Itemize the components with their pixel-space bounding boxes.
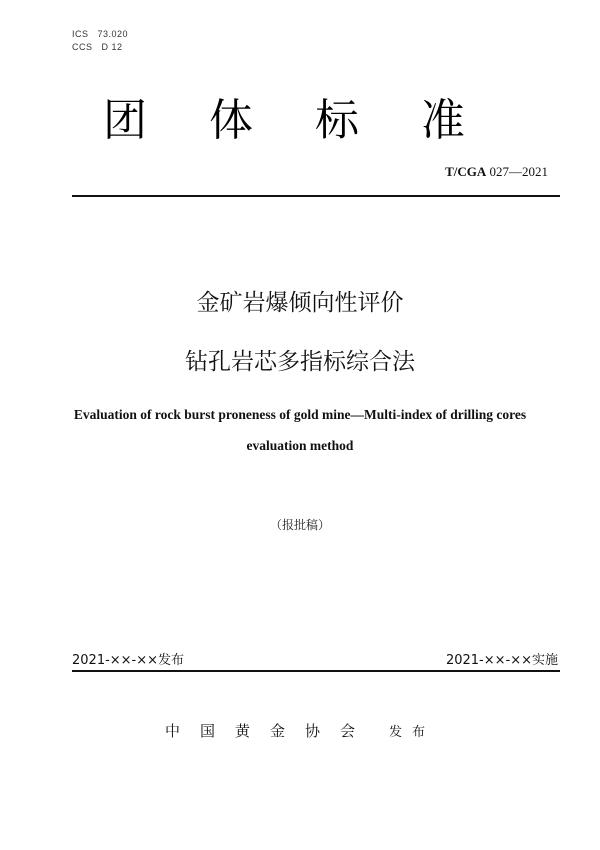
ccs-code: CCS D 12: [72, 42, 123, 52]
chinese-title-line2: 钻孔岩芯多指标综合法: [185, 349, 415, 375]
standard-prefix: T/CGA: [445, 164, 487, 179]
top-divider: [72, 195, 560, 197]
standard-number: [445, 164, 548, 180]
document-type-title: 团体标准: [103, 95, 527, 146]
implementation-date: 2021-××-××实施: [445, 653, 558, 668]
publish-action: 发布: [389, 725, 436, 740]
bottom-divider: [72, 670, 560, 672]
english-title-line1: Evaluation of rock burst proneness of gold mine—Multi-index of drilling cores: [73, 407, 527, 422]
english-title-line2: evaluation method: [246, 438, 354, 453]
classification-codes: [72, 28, 128, 54]
publisher-org: 中国黄金协会: [164, 722, 375, 740]
chinese-title-line1: 金矿岩爆倾向性评价: [196, 290, 404, 316]
standard-code: 027—2021: [489, 164, 548, 179]
draft-status: （报批稿）: [269, 518, 330, 532]
ics-code: ICS 73.020: [72, 29, 129, 39]
issue-date: 2021-××-××发布: [72, 653, 185, 668]
publisher-line: [0, 720, 600, 741]
